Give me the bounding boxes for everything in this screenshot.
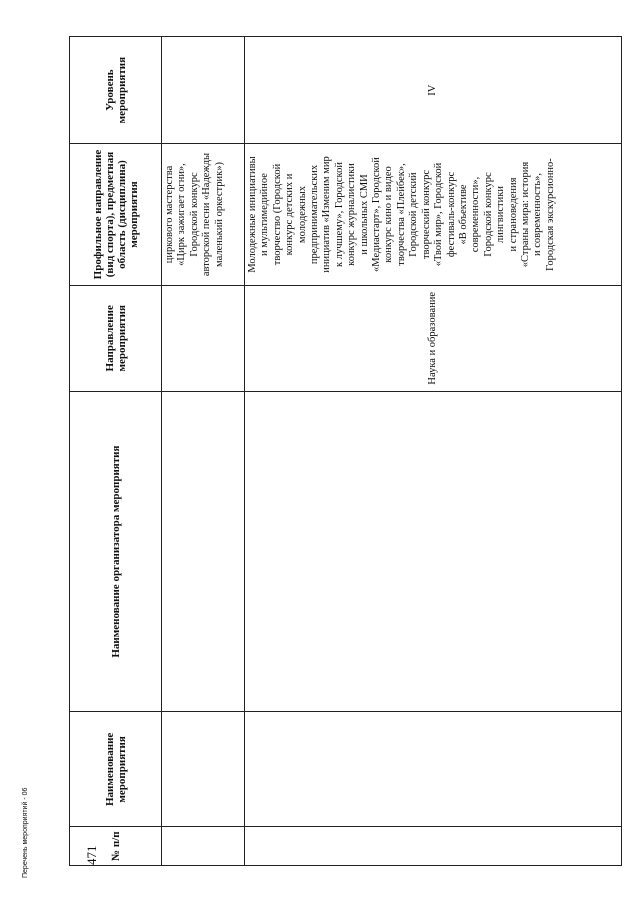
profile-line: «Страны мира: история <box>519 161 531 268</box>
profile-line: Городской конкурс <box>482 172 494 257</box>
table-row <box>245 37 622 866</box>
profile-line: лингвистики <box>495 186 507 243</box>
profile-line: предпринимательских <box>309 164 321 265</box>
cell-event-name <box>245 712 622 827</box>
events-table <box>69 36 622 866</box>
profile-line: маленький оркестрик») <box>213 162 225 267</box>
profile-line: «Медиастарт», Городской <box>371 157 383 272</box>
level-text: IV <box>426 84 438 96</box>
profile-line: и страноведения <box>507 177 519 252</box>
profile-line: творчества «Плейбек», <box>395 163 407 266</box>
cell-event-name <box>162 712 245 827</box>
profile-line: современности», <box>470 176 482 253</box>
cell-profile <box>162 144 245 285</box>
header-organizer: Наименование организатора мероприятия <box>70 391 162 712</box>
direction-text: Наука и образование <box>426 291 438 385</box>
header-direction: Направление мероприятия <box>70 285 162 391</box>
footer-text: Перечень мероприятий - 06 <box>22 787 29 878</box>
profile-line: инициатив «Изменим мир <box>321 156 333 273</box>
profile-line: Городской детский <box>408 172 420 257</box>
header-number: № п/п <box>70 827 162 866</box>
profile-line: к лучшему», Городской <box>333 162 345 267</box>
page-number: 471 <box>84 845 99 865</box>
rotated-table-container <box>69 36 622 866</box>
cell-organizer <box>162 391 245 712</box>
header-profile: Профильное направление (вид спорта), предметная область (дисциплина) мероприятия <box>70 144 162 285</box>
profile-line: Молодежные инициативы <box>247 156 258 273</box>
profile-line: «Цирк зажигает огни», <box>176 163 188 266</box>
profile-line: и школьных СМИ <box>358 174 370 255</box>
table-row <box>162 37 245 866</box>
header-level: Уровень мероприятия <box>70 37 162 144</box>
cell-profile <box>245 144 622 285</box>
profile-line: Городская экскурсионно- <box>544 158 556 271</box>
cell-organizer <box>245 391 622 712</box>
cell-direction <box>245 285 622 391</box>
profile-line: конкурс детских и <box>284 173 296 256</box>
profile-line: и современность», <box>532 173 544 256</box>
profile-line: молодежных <box>296 185 308 244</box>
header-row <box>70 37 162 866</box>
cell-number <box>162 827 245 866</box>
profile-line: «Твой мир», Городской <box>433 162 445 267</box>
profile-line: авторской песни «Надежды <box>201 152 213 277</box>
profile-line: творчество (Городской <box>271 163 283 266</box>
profile-line: циркового мастерства <box>164 165 175 264</box>
cell-number <box>245 827 622 866</box>
profile-line: «В объективе <box>457 184 469 245</box>
profile-line: конкурс журналистики <box>346 163 358 266</box>
cell-level <box>245 37 622 144</box>
profile-line: конкурс кино и видео <box>383 166 395 263</box>
header-event-name: Наименование мероприятия <box>70 712 162 827</box>
profile-line: и мультимедийное <box>259 173 271 256</box>
cell-level <box>162 37 245 144</box>
profile-line: творческий конкурс <box>420 169 432 260</box>
profile-line: фестиваль-конкурс <box>445 171 457 258</box>
cell-direction <box>162 285 245 391</box>
profile-line: Городской конкурс <box>188 172 200 257</box>
